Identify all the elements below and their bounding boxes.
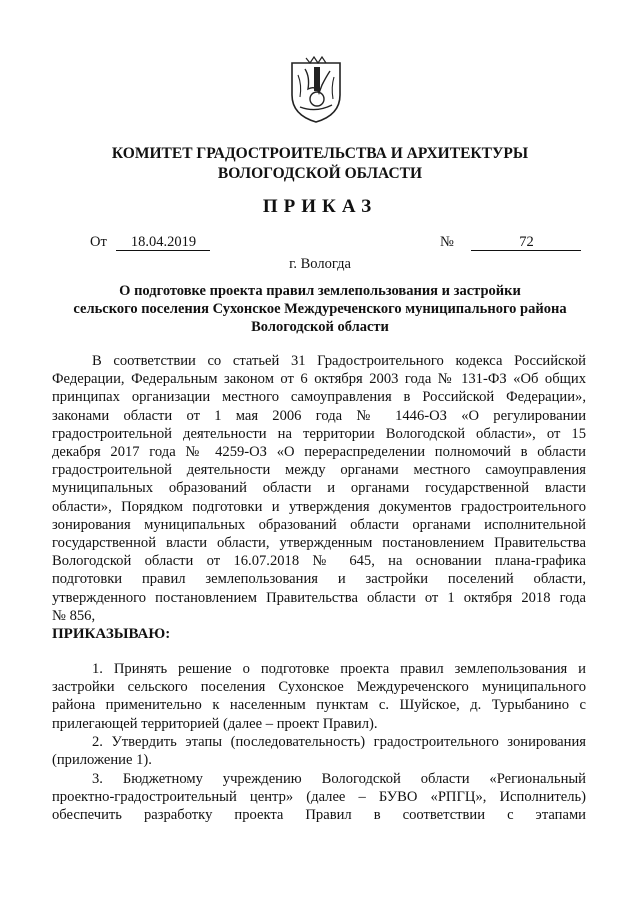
text-line: градостроительной деятельности между органами местного самоуправления (52, 462, 586, 479)
decree-word: ПРИКАЗЫВАЮ: (52, 626, 171, 642)
text-line: муниципальных образований области и органами государственной власти (52, 480, 586, 497)
text-line: застройки сельского поселения Сухонское Междуреченского муниципального (52, 679, 586, 696)
text-line: подготовки правил землепользования и застройки поселений области, (52, 571, 586, 588)
date-field (90, 234, 210, 251)
item-2-paragraph (52, 733, 586, 769)
text-line: зонирования муниципальных образований области органами исполнительной (52, 516, 586, 533)
text-line: № 856, (52, 607, 96, 624)
date-prefix: От (90, 234, 107, 250)
city-name: г. Вологда (289, 256, 351, 272)
item-1-paragraph (52, 660, 586, 733)
text-line: государственной власти области, утвержденным постановлением Правительства (52, 535, 586, 552)
order-subject (40, 282, 600, 336)
text-line: области», Порядком подготовки и утверждения документов градостроительного (52, 498, 586, 515)
subject-line: Вологодской области (251, 319, 389, 335)
preamble-paragraph (52, 352, 586, 625)
organization-name-line1: КОМИТЕТ ГРАДОСТРОИТЕЛЬСТВА И АРХИТЕКТУРЫ (111, 145, 529, 162)
text-line: Федерации, Федеральным законом от 6 октября 2003 года № 131-ФЗ «Об общих (52, 371, 586, 388)
organization-name-line2: ВОЛОГОДСКОЙ ОБЛАСТИ (217, 165, 423, 182)
subject-line: О подготовке проекта правил землепользования и застройки (119, 283, 521, 299)
subject-line: сельского поселения Сухонское Междуреченского муниципального района (73, 301, 567, 317)
text-line: В соответствии со статьей 31 Градостроительного кодекса Российской (92, 353, 586, 369)
text-line: обеспечить разработку проекта Правил в соответствии с этапами (52, 807, 586, 824)
text-line: декабря 2017 года № 4259-ОЗ «О перераспределении полномочий в области (52, 444, 586, 461)
text-line: 1. Принять решение о подготовке проекта правил землепользования и (92, 661, 586, 677)
order-title: ПРИКАЗ (262, 196, 378, 217)
text-line: законами области от 1 мая 2006 года № 1446-ОЗ «О регулировании (52, 407, 586, 424)
number-field (440, 234, 581, 251)
text-line: 3. Бюджетному учреждению Вологодской области «Региональный (92, 771, 586, 787)
number-prefix: № (440, 234, 454, 250)
text-line: проектно-градостроительный центр» (далее – БУВО «РПГЦ», Исполнитель) (52, 789, 586, 806)
number-value: 72 (471, 234, 581, 251)
text-line: градостроительной деятельности на территории Вологодской области», от 15 (52, 425, 586, 442)
text-line: утвержденного постановлением Правительства области от 1 октября 2018 года (52, 589, 586, 606)
text-line: Вологодской области от 16.07.2018 № 645, на основании плана-графика (52, 553, 586, 570)
coat-of-arms-emblem (286, 55, 346, 125)
text-line: района применительно к населенным пунктам с. Шуйское, д. Турыбанино с (52, 697, 586, 714)
text-line: 2. Утвердить этапы (последовательность) градостроительного зонирования (92, 734, 586, 750)
text-line: принципах организации местного самоуправления в Российской Федерации», (52, 389, 586, 406)
text-line: (приложение 1). (52, 752, 152, 769)
date-value: 18.04.2019 (116, 234, 210, 251)
item-3-paragraph (52, 770, 586, 825)
text-line: прилегающей территорией (далее – проект Правил). (52, 715, 378, 732)
